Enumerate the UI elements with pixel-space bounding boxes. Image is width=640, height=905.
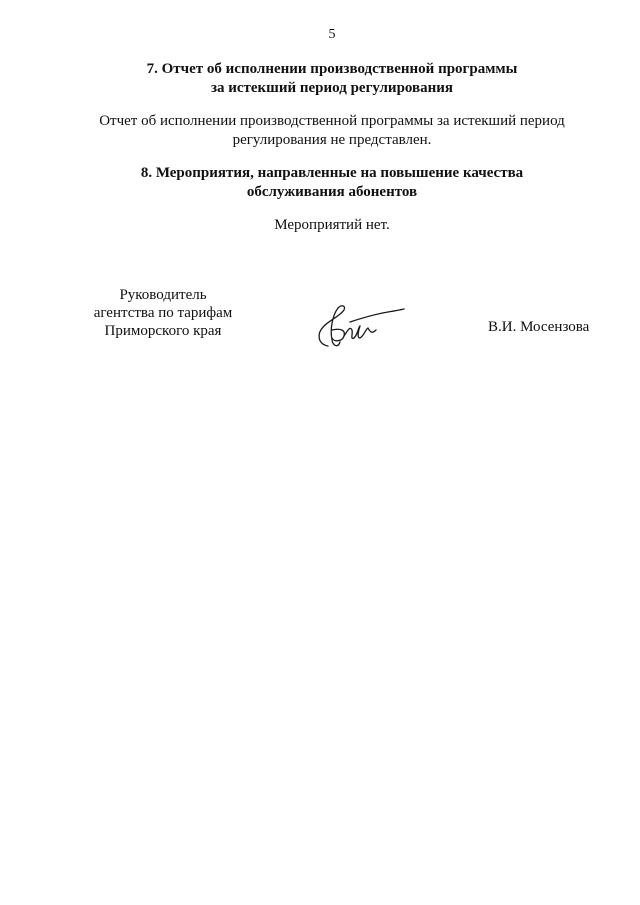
signatory-position-line-1: Руководитель (119, 287, 207, 303)
section-7-heading-line-2: за истекший период регулирования (210, 80, 454, 96)
page-number: 5 (328, 27, 336, 42)
section-8-heading (0, 164, 640, 202)
section-7-text-line-1: Отчет об исполнении производственной программы за истекший период (99, 113, 565, 129)
signatory-position-line-3: Приморского края (104, 323, 222, 339)
signer-name: В.И. Мосензова (488, 319, 590, 335)
section-7-heading-line-1: 7. Отчет об исполнении производственной программы (146, 61, 518, 77)
section-8-heading-line-1: 8. Мероприятия, направленные на повышение качества (140, 165, 524, 181)
signatory-position-line-2: агентства по тарифам (93, 305, 233, 321)
section-7-text-line-2: регулирования не представлен. (232, 132, 432, 148)
section-7-text (0, 112, 640, 150)
section-7-heading (0, 60, 640, 98)
section-8-text-line-1: Мероприятий нет. (274, 217, 390, 233)
handwritten-signature (310, 300, 410, 352)
section-8-heading-line-2: обслуживания абонентов (246, 184, 418, 200)
section-8-text (0, 216, 640, 235)
signatory-position (73, 286, 253, 340)
